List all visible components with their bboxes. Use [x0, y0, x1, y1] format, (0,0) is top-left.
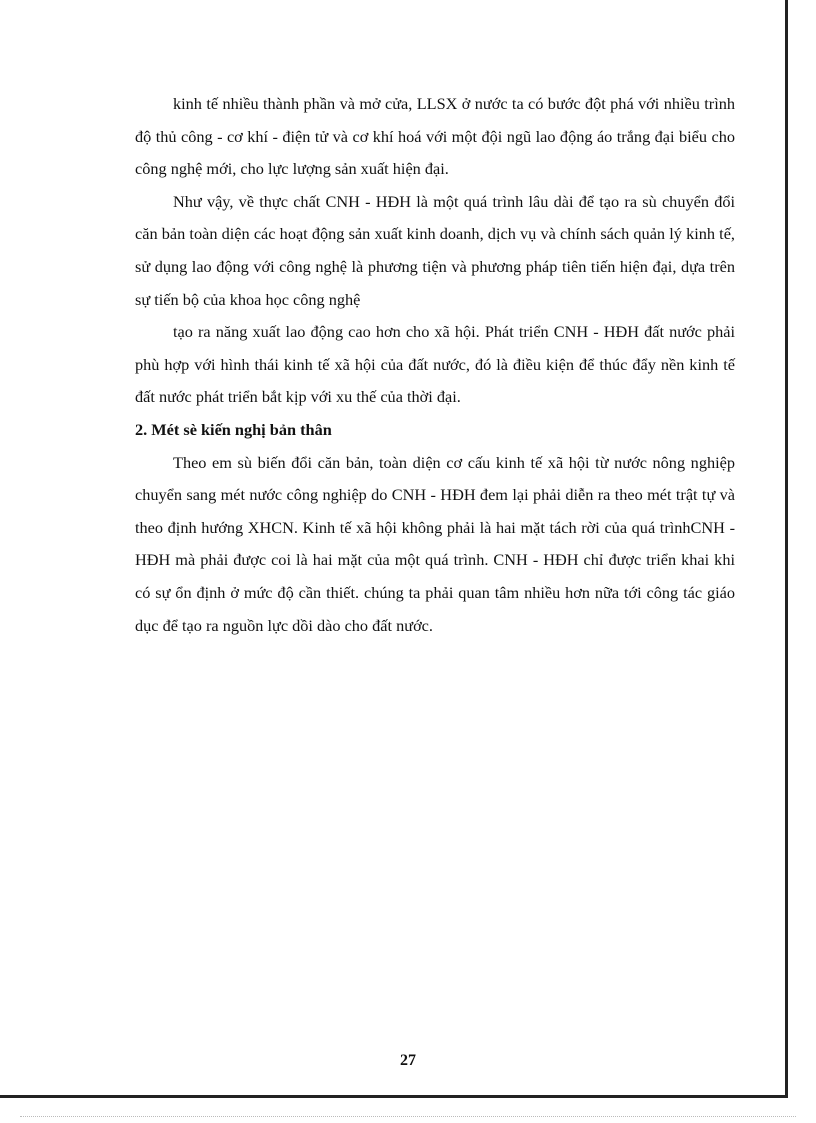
document-body	[135, 88, 735, 642]
paragraph-1: kinh tế nhiều thành phần và mở cửa, LLSX ở nước ta có bước đột phá với nhiều trình độ thủ công - cơ khí - điện tử và cơ khí hoá với một đội ngũ lao động áo trắng đại biểu cho công nghệ mới, cho lực lượng sản xuất hiện đại.	[135, 94, 735, 179]
section-paragraph: Theo em sù biến đổi căn bản, toàn diện cơ cấu kinh tế xã hội từ nước nông nghiệp chuyển sang mét nước công nghiệp do CNH - HĐH đem lại phải diễn ra theo mét trật tự và theo định hướng XHCN. Kinh tế xã hội không phải là hai mặt tách rời của quá trìnhCNH - HĐH mà phải được coi là hai mặt của một quá trình. CNH - HĐH chỉ được triển khai khi có sự ổn định ở mức độ cần thiết. chúng ta phải quan tâm nhiều hơn nữa tới công tác giáo dục để tạo ra nguồn lực dồi dào cho đất nước.	[135, 452, 735, 635]
paragraph-3: tạo ra năng xuất lao động cao hơn cho xã hội. Phát triển CNH - HĐH đất nước phải phù hợp với hình thái kinh tế xã hội của đất nước, đó là điều kiện để thúc đẩy nền kinh tế đất nước phát triển bắt kịp với xu thế của thời đại.	[135, 322, 735, 407]
bottom-divider	[20, 1116, 796, 1117]
section-heading: 2. Mét sè kiến nghị bản thân	[135, 419, 332, 439]
paragraph-2: Như vậy, về thực chất CNH - HĐH là một quá trình lâu dài để tạo ra sù chuyển đổi căn bản toàn diện các hoạt động sản xuất kinh doanh, dịch vụ và chính sách quản lý kinh tế, sử dụng lao động với công nghệ là phương tiện và phương pháp tiên tiến hiện đại, dựa trên sự tiến bộ của khoa học công nghệ	[135, 191, 735, 309]
page-number: 27	[400, 1052, 416, 1069]
